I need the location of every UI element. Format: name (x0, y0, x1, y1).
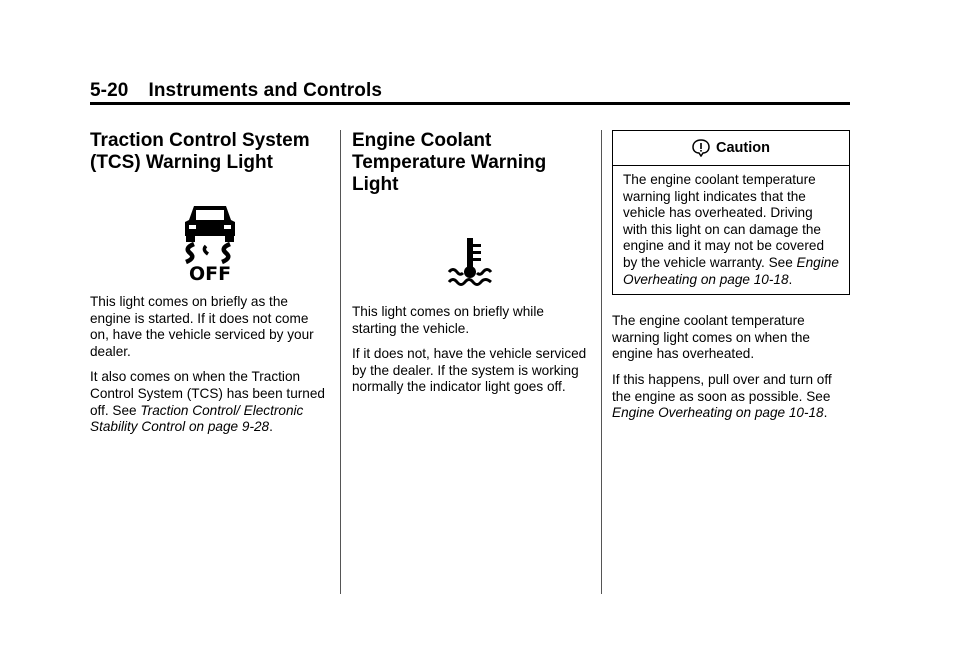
coolant-paragraph-2: If it does not, have the vehicle serviced by the dealer. If the system is working normally the indicator light goes off. (352, 346, 587, 395)
caution-body (613, 166, 849, 294)
caution-label: Caution (716, 139, 770, 156)
col3-paragraph-2: If this happens, pull over and turn off the engine as soon as possible. See Engine Overheating on page 10-18. (612, 371, 832, 421)
coolant-paragraph-1: This light comes on briefly while starting the vehicle. (352, 304, 544, 336)
caution-header (613, 131, 849, 166)
tcs-off-icon-wrap (90, 200, 330, 282)
tcs-section (90, 130, 330, 445)
col3-paragraph-1: The engine coolant temperature warning light comes on when the engine has overheated. (612, 313, 810, 362)
coolant-icon-wrap (352, 236, 588, 288)
tcs-paragraph-1: This light comes on briefly as the engine is started. If it does not come on, have the vehicle serviced by your dealer. (90, 294, 314, 359)
caution-column (612, 130, 852, 431)
caution-cross-reference-link[interactable]: Engine Overheating on page 10-18 (623, 254, 839, 287)
caution-icon (692, 139, 710, 157)
section-title: Instruments and Controls (148, 80, 383, 101)
tcs-cross-reference-link[interactable]: Traction Control/ Electronic Stability Control on page 9-28 (90, 402, 304, 435)
header-rule (90, 102, 850, 105)
page-number: 5-20 (90, 80, 129, 101)
coolant-section (352, 130, 588, 405)
traction-control-off-icon (180, 200, 240, 282)
column-divider-1 (340, 130, 341, 594)
tcs-paragraph-2: It also comes on when the Traction Control System (TCS) has been turned off. See Traction Control/ Electronic Stability Control on page 9-28. (90, 369, 325, 435)
coolant-details (612, 313, 852, 422)
tcs-title: Traction Control System (TCS) Warning Light (90, 130, 310, 173)
coolant-title: Engine Coolant Temperature Warning Light (352, 130, 547, 195)
caution-box (612, 130, 850, 295)
caution-text: The engine coolant temperature warning light indicates that the vehicle has overheated. Driving with this light on can damage the engine and it may not be covered by the vehicle warranty. See Engine Overheating on page 10-18. (623, 172, 839, 287)
col3-cross-reference-link[interactable]: Engine Overheating on page 10-18 (612, 405, 824, 421)
tcs-icon-text: OFF (188, 263, 232, 282)
page-header (90, 80, 382, 102)
column-divider-2 (601, 130, 602, 594)
coolant-temperature-icon (447, 236, 493, 288)
